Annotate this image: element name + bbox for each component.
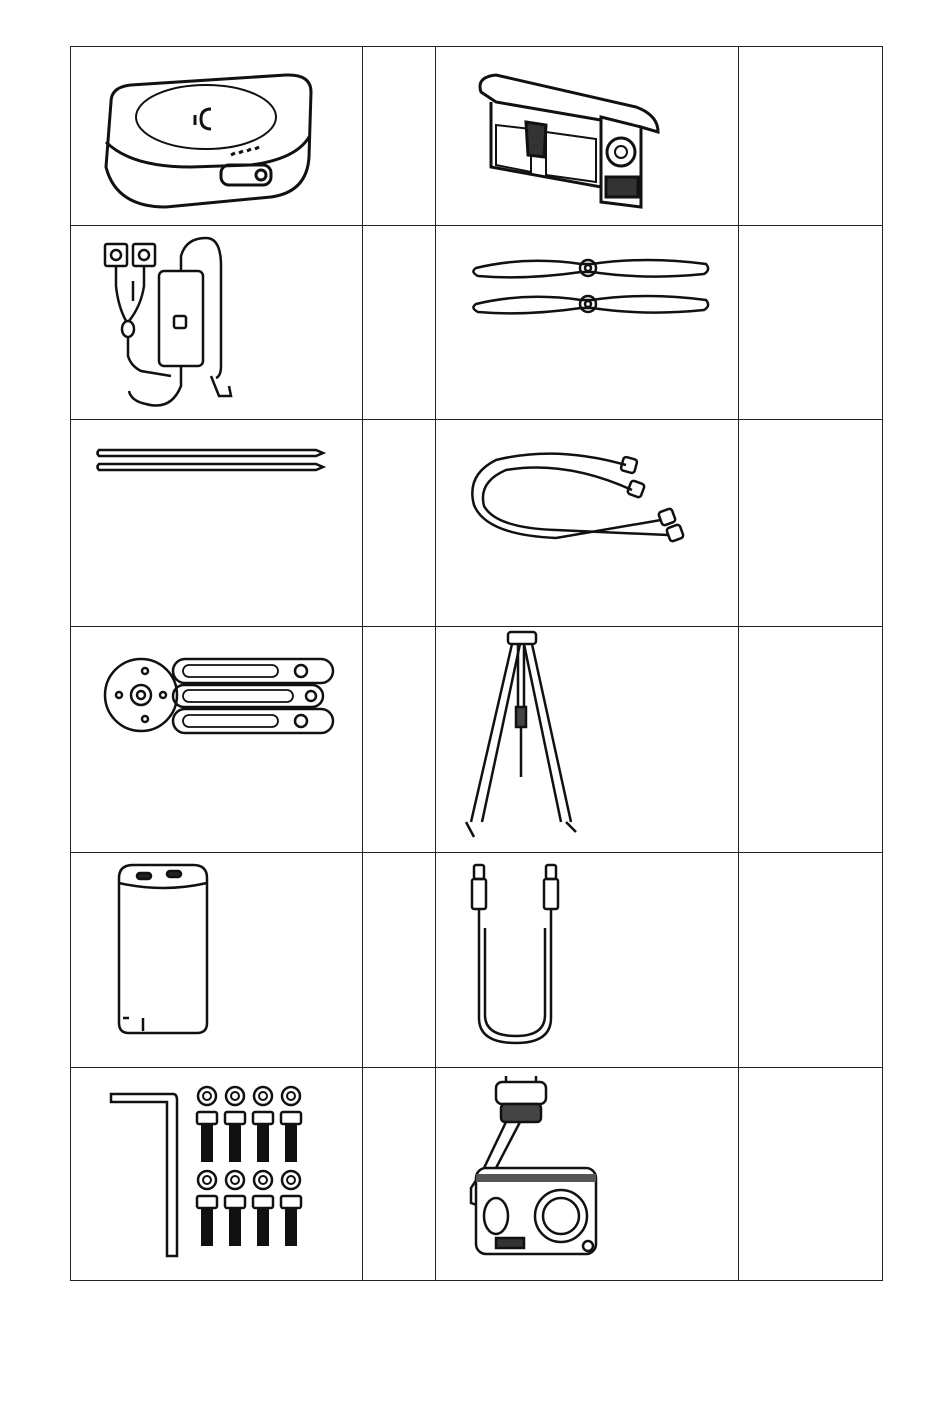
screw-head	[225, 1196, 245, 1208]
screw-head	[197, 1196, 217, 1208]
screw-shaft	[285, 1208, 297, 1246]
washer-hole	[231, 1176, 239, 1184]
screw-head	[197, 1112, 217, 1124]
quantity-cell	[363, 420, 436, 627]
usb-c-cable-icon	[436, 853, 738, 1067]
washer	[198, 1087, 216, 1105]
item-image-cell	[71, 627, 363, 853]
quantity-cell	[739, 420, 883, 627]
item-image-cell	[436, 420, 739, 627]
dock-base-station-icon	[71, 47, 362, 225]
washer-hole	[259, 1176, 267, 1184]
washer-hole	[231, 1092, 239, 1100]
screw-shaft	[229, 1208, 241, 1246]
screw-head	[281, 1112, 301, 1124]
hex-key-screws-icon	[71, 1068, 362, 1280]
screw-head	[253, 1196, 273, 1208]
quantity-cell	[739, 47, 883, 226]
quantity-cell	[363, 627, 436, 853]
mounting-bracket-icon	[71, 627, 362, 852]
item-image-cell	[71, 226, 363, 420]
power-adapter-icon	[71, 226, 362, 419]
gimbal-camera-icon	[436, 1068, 738, 1280]
table-row	[71, 420, 883, 627]
table-row	[71, 226, 883, 420]
quantity-cell	[739, 226, 883, 420]
washer	[282, 1087, 300, 1105]
washer	[254, 1171, 272, 1189]
item-image-cell	[436, 47, 739, 226]
item-image-cell	[436, 627, 739, 853]
quantity-cell	[739, 853, 883, 1068]
screw-shaft	[201, 1124, 213, 1162]
quantity-cell	[363, 1068, 436, 1281]
washer	[282, 1171, 300, 1189]
camera-housing-icon	[436, 47, 738, 225]
screw-head	[281, 1196, 301, 1208]
washer-hole	[203, 1176, 211, 1184]
quantity-cell	[739, 627, 883, 853]
item-image-cell	[436, 853, 739, 1068]
screw-shaft	[201, 1208, 213, 1246]
quantity-cell	[739, 1068, 883, 1281]
item-image-cell	[71, 420, 363, 627]
washer	[226, 1171, 244, 1189]
table-row	[71, 853, 883, 1068]
washer-hole	[203, 1092, 211, 1100]
washer	[198, 1171, 216, 1189]
propellers-icon	[436, 226, 738, 419]
washer-hole	[259, 1092, 267, 1100]
screw-head	[225, 1112, 245, 1124]
rods-icon	[71, 420, 362, 626]
package-contents-table	[70, 46, 883, 1281]
screw-shaft	[257, 1124, 269, 1162]
screw-head	[253, 1112, 273, 1124]
screw-group	[197, 1087, 301, 1246]
item-image-cell	[436, 226, 739, 420]
screw-shaft	[257, 1208, 269, 1246]
tripod-icon	[436, 627, 738, 852]
washer-hole	[287, 1176, 295, 1184]
battery-icon	[71, 853, 362, 1067]
washer-hole	[287, 1092, 295, 1100]
cables-icon	[436, 420, 738, 626]
item-image-cell	[71, 853, 363, 1068]
item-image-cell	[71, 1068, 363, 1281]
screw-shaft	[229, 1124, 241, 1162]
table-row	[71, 627, 883, 853]
washer	[226, 1087, 244, 1105]
quantity-cell	[363, 226, 436, 420]
table-row	[71, 1068, 883, 1281]
item-image-cell	[71, 47, 363, 226]
washer	[254, 1087, 272, 1105]
table-row	[71, 47, 883, 226]
screw-shaft	[285, 1124, 297, 1162]
quantity-cell	[363, 853, 436, 1068]
item-image-cell	[436, 1068, 739, 1281]
quantity-cell	[363, 47, 436, 226]
